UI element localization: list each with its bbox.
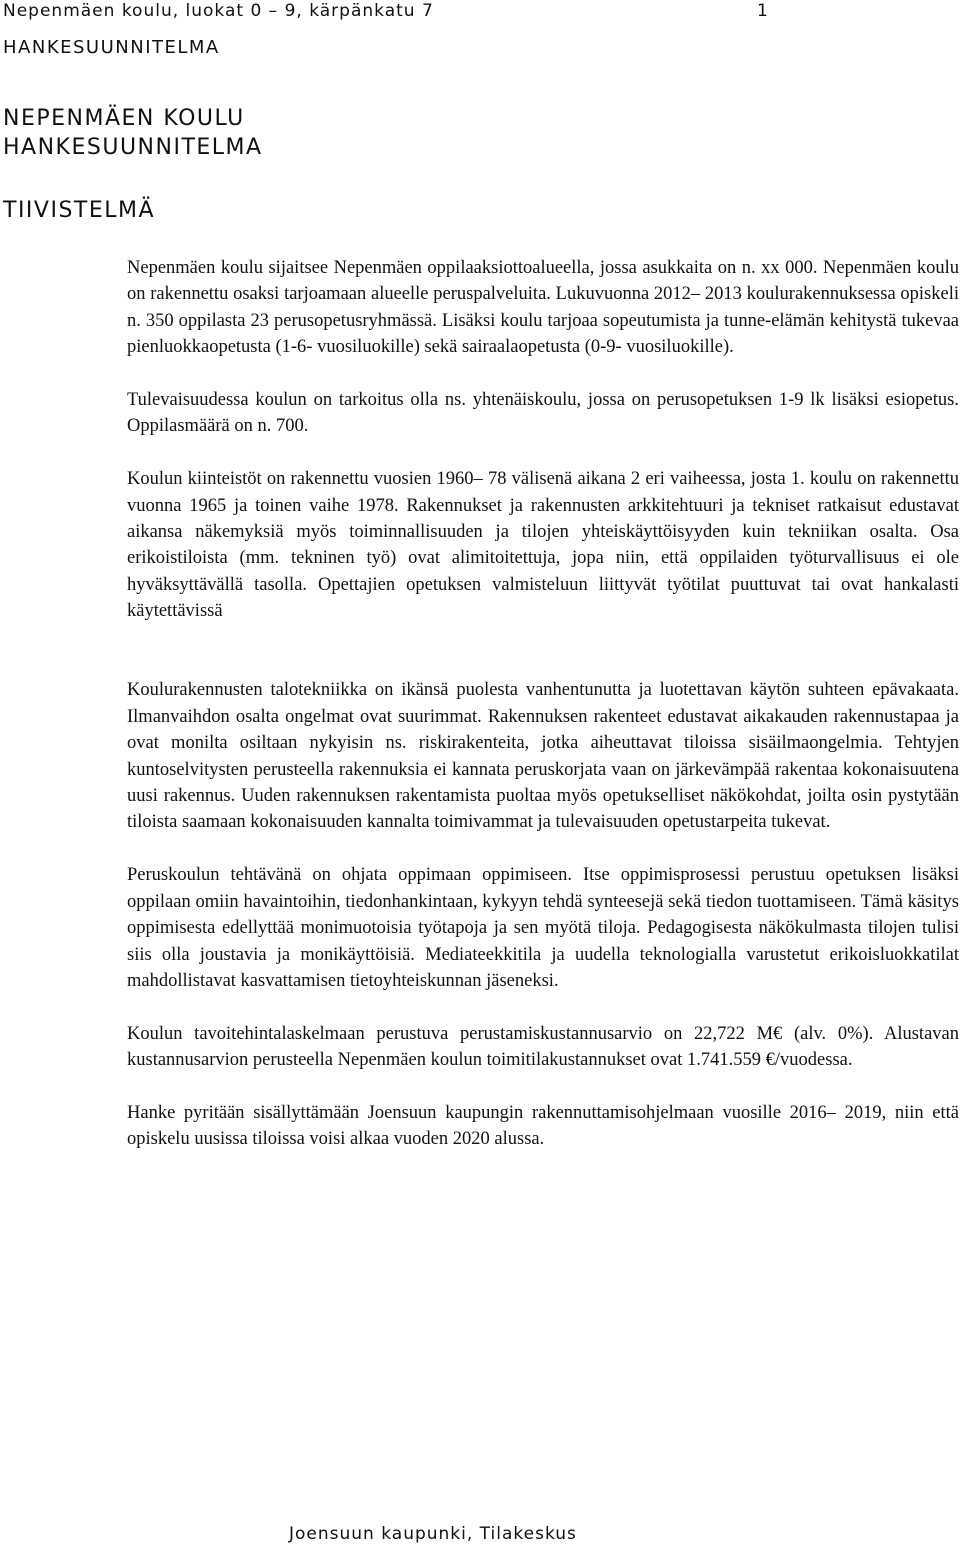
running-header: Nepenmäen koulu, luokat 0 – 9, kärpänkatu 7 (3, 1, 434, 21)
document-title (3, 104, 263, 162)
title-line-1: NEPENMÄEN KOULU (3, 106, 245, 131)
paragraph-building-services: Koulurakennusten talotekniikka on ikänsä puolesta vanhentunutta ja luotettavan käytön suhteen epävakaata. Ilmanvaihdon osalta ongelmat ovat suurimmat. Rakennuksen rakenteet edustavat aikakauden rakennustapaa ja ovat monilta osiltaan nykyisin ns. riskirakenteita, jotka aiheuttavat tiloissa sisäilmaongelmia. Tehtyjen kuntoselvitysten perusteella rakennuksia ei kannata peruskorjata vaan on järkevämpää rakentaa kokonaisuutena uusi rakennus. Uuden rakennuksen rakentamista puoltaa myös opetukselliset näkökohdat, joilta osin pystytään tiloista saamaan kokonaisuuden kannalta toimivammat ja tulevaisuuden opetustarpeita tukevat. (127, 680, 959, 833)
paragraph-buildings: Koulun kiinteistöt on rakennettu vuosien 1960– 78 välisenä aikana 2 eri vaiheessa, josta 1. koulu on rakennettu vuonna 1965 ja toinen vaihe 1978. Rakennukset ja rakennusten arkkitehtuuri ja tekniset ratkaisut edustavat aikansa näkemyksiä myös toiminnallisuuden ja tilojen yhteiskäyttöisyyden kuin tekniikan osalta. Osa erikoistiloista (mm. tekninen työ) ovat alimitoitettuja, jopa niin, että oppilaiden työturvallisuus ei ole hyväksyttävällä tasolla. Opettajien opetuksen valmisteluun liittyvät työtilat puuttuvat tai ovat hankalasti käytettävissä (127, 469, 959, 622)
document-subtitle: HANKESUUNNITELMA (3, 37, 220, 58)
title-line-2: HANKESUUNNITELMA (3, 135, 263, 160)
paragraph-pedagogy: Peruskoulun tehtävänä on ohjata oppimaan oppimiseen. Itse oppimisprosessi perustuu opetuksen lisäksi oppilaan omiin havaintoihin, tiedonhankintaan, kykyyn tehdä synteesejä sekä tiedon tuottamiseen. Tämä käsitys oppimisesta edellyttää monimuotoisia työtapoja ja sen myötä tiloja. Pedagogisesta näkökulmasta tilojen tulisi siis olla joustavia ja monikäyttöisiä. Mediateekkitila ja uudella teknologialla varustetut erikoisluokkatilat mahdollistavat kasvattamisen tietoyhteiskunnan jäseneksi. (127, 865, 959, 991)
paragraph-schedule: Hanke pyritään sisällyttämään Joensuun kaupungin rakennuttamisohjelmaan vuosille 2016– 2019, niin että opiskelu uusissa tiloissa voisi alkaa vuoden 2020 alussa. (127, 1102, 959, 1150)
paragraph-future: Tulevaisuudessa koulun on tarkoitus olla ns. yhtenäiskoulu, jossa on perusopetuksen 1-9 lk lisäksi esiopetus. Oppilasmäärä on n. 700. (127, 390, 959, 437)
page-number: 1 (757, 1, 768, 21)
paragraph-location: Nepenmäen koulu sijaitsee Nepenmäen oppilaaksiottoalueella, jossa asukkaita on n. xx 000. Nepenmäen koulu on rakennettu osaksi tarjoamaan alueelle peruspalveluita. Lukuvuonna 2012– 2013 koulurakennuksessa opiskeli n. 350 oppilasta 23 perusopetusryhmässä. Lisäksi koulu tarjoaa sopeutumista ja tunne-elämän kehitystä tukevaa pienluokkaopetusta (1-6- vuosiluokille) sekä sairaalaopetusta (0-9- vuosiluokille). (127, 258, 959, 358)
page-footer: Joensuun kaupunki, Tilakeskus (289, 1524, 577, 1544)
summary-body (127, 255, 959, 1179)
section-heading: TIIVISTELMÄ (3, 198, 156, 223)
paragraph-costs: Koulun tavoitehintalaskelmaan perustuva perustamiskustannusarvio on 22,722 M€ (alv. 0%). Alustavan kustannusarvion perusteella Nepenmäen koulun toimitilakustannukset ovat 1.741.559 €/vuodessa. (127, 1023, 959, 1071)
